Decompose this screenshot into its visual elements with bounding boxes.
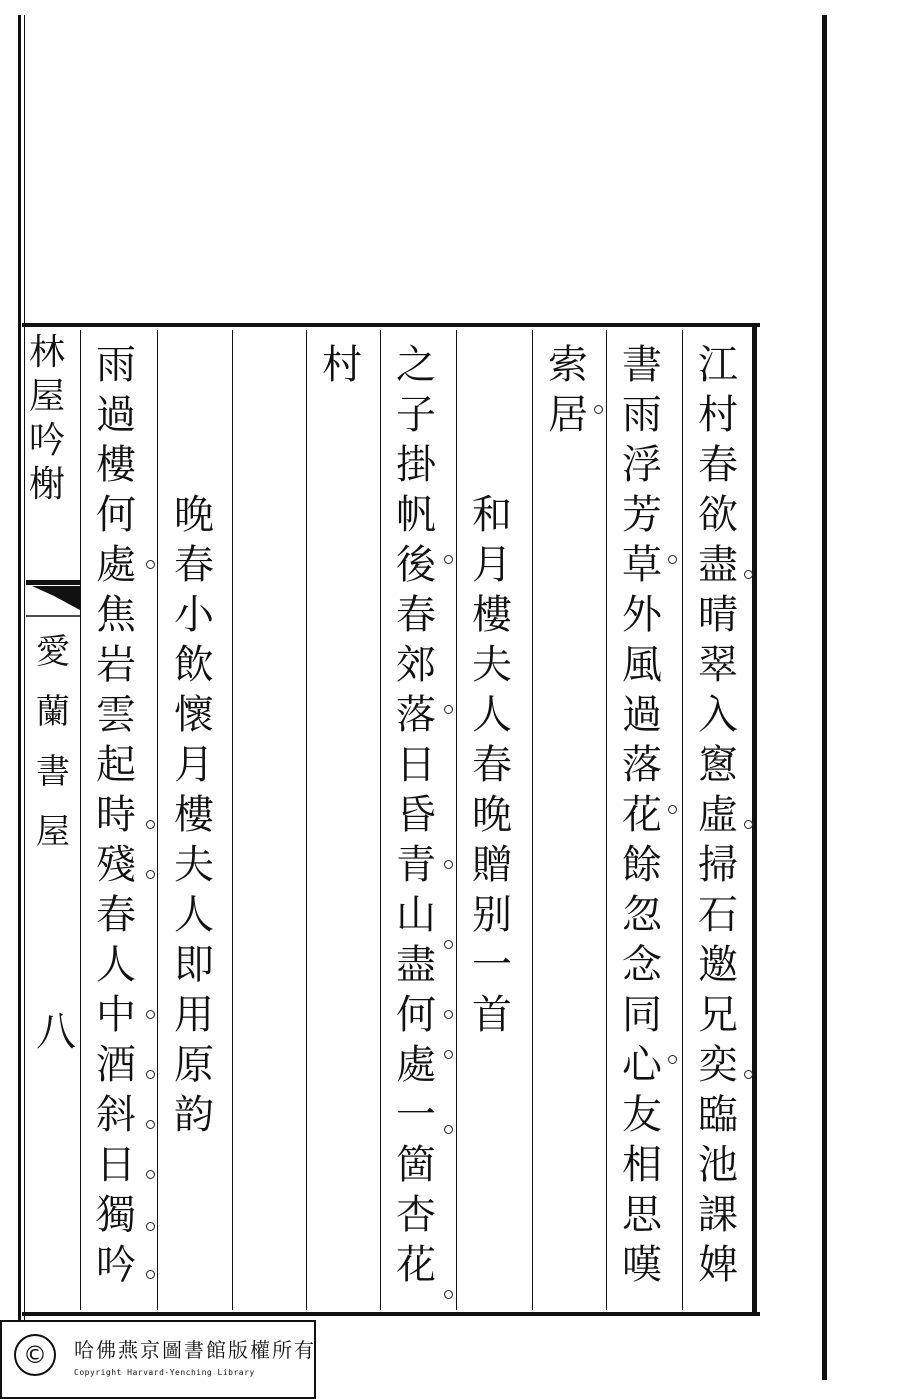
column-char: 餘 [622,842,662,888]
column-char: 居 [548,392,588,438]
column-char: 青 [396,842,436,888]
margin-studio-char: 愛 [36,632,70,672]
column-char: 芳 [622,492,662,538]
column-char: 思 [622,1192,662,1238]
column-char: 過 [622,692,662,738]
column-char: 邀 [698,942,738,988]
punctuation-circle [146,1170,155,1179]
column-char: 晴 [698,592,738,638]
column-char: 雨 [622,392,662,438]
column-char: 春 [472,742,512,788]
column-rule [380,330,381,1310]
margin-studio-char: 書 [36,752,70,792]
frame-bottom-border [22,1312,760,1316]
column-char: 日 [396,742,436,788]
column-char: 掃 [698,842,738,888]
column-char: 念 [622,942,662,988]
column-char: 欲 [698,492,738,538]
punctuation-circle [444,860,453,869]
text-column-4 [464,492,520,1045]
margin-studio-char: 屋 [36,812,70,852]
column-char: 書 [622,342,662,388]
column-char: 山 [396,892,436,938]
column-char: 起 [96,742,136,788]
column-char: 别 [472,892,512,938]
column-rule [606,330,607,1310]
punctuation-circle [444,555,453,564]
column-rule [306,330,307,1310]
frame-right-border [752,323,757,1315]
punctuation-circle [444,1050,453,1059]
column-char: 斜 [96,1092,136,1138]
punctuation-circle [444,940,453,949]
column-char: 吟 [96,1242,136,1288]
right-edge-line [822,15,827,1380]
column-char: 獨 [96,1192,136,1238]
column-char: 春 [396,592,436,638]
column-char: 花 [622,792,662,838]
column-char: 春 [698,442,738,488]
column-char: 何 [396,992,436,1038]
margin-studio-name [30,632,76,875]
column-char: 時 [96,792,136,838]
column-char: 晚 [174,492,214,538]
column-char: 草 [622,542,662,588]
column-char: 何 [96,492,136,538]
punctuation-circle [744,1070,753,1079]
column-char: 韵 [174,1092,214,1138]
column-char: 岩 [96,642,136,688]
punctuation-circle [594,405,603,414]
column-char: 外 [622,592,662,638]
text-column-5 [388,342,444,1295]
punctuation-circle [146,1070,155,1079]
margin-book-title [24,332,70,511]
column-char: 殘 [96,842,136,888]
punctuation-circle [444,1290,453,1299]
column-char: 贈 [472,842,512,888]
column-char: 月 [472,542,512,588]
column-char: 樓 [96,442,136,488]
punctuation-circle [146,1010,155,1019]
margin-title-char: 林 [28,332,65,373]
column-char: 帆 [396,492,436,538]
column-char: 後 [396,542,436,588]
punctuation-circle [444,705,453,714]
column-char: 心 [622,1042,662,1088]
column-char: 人 [96,942,136,988]
column-char: 村 [698,392,738,438]
punctuation-circle [744,820,753,829]
column-rule [157,330,158,1310]
column-rule [532,330,533,1310]
punctuation-circle [146,1270,155,1279]
margin-title-char: 吟 [28,420,65,461]
punctuation-circle [744,570,753,579]
punctuation-circle [146,820,155,829]
text-column-8 [88,342,144,1295]
column-char: 一 [472,942,512,988]
column-char: 人 [174,892,214,938]
column-char: 掛 [396,442,436,488]
column-char: 奕 [698,1042,738,1088]
column-char: 即 [174,942,214,988]
column-char: 箇 [396,1142,436,1188]
column-char: 虛 [698,792,738,838]
column-rule [682,330,683,1310]
column-char: 子 [396,392,436,438]
column-char: 友 [622,1092,662,1138]
text-column-6 [314,342,370,395]
margin-title-char: 屋 [28,376,65,417]
column-char: 和 [472,492,512,538]
column-char: 過 [96,392,136,438]
column-char: 首 [472,992,512,1038]
column-char: 兄 [698,992,738,1038]
column-char: 樓 [174,792,214,838]
column-char: 昏 [396,792,436,838]
left-inner-border [24,15,25,1320]
column-char: 盡 [698,542,738,588]
column-char: 臨 [698,1092,738,1138]
copyright-icon: © [14,1334,56,1376]
margin-title-char: 榭 [28,464,65,505]
column-char: 處 [96,542,136,588]
punctuation-circle [444,1125,453,1134]
punctuation-circle [146,870,155,879]
punctuation-circle [146,560,155,569]
punctuation-circle [146,1120,155,1129]
column-char: 雨 [96,342,136,388]
column-char: 飲 [174,642,214,688]
column-char: 江 [698,342,738,388]
copyright-stamp [0,1320,316,1399]
column-char: 嘆 [622,1242,662,1288]
column-char: 焦 [96,592,136,638]
column-char: 郊 [396,642,436,688]
text-column-2 [614,342,670,1295]
column-char: 月 [174,742,214,788]
column-char: 夫 [472,642,512,688]
column-char: 忽 [622,892,662,938]
column-rule [80,330,81,1310]
column-char: 窻 [698,742,738,788]
column-rule [456,330,457,1310]
page-number: 八 [36,1009,76,1055]
column-char: 池 [698,1142,738,1188]
column-char: 春 [174,542,214,588]
column-char: 課 [698,1192,738,1238]
column-char: 浮 [622,442,662,488]
column-char: 盡 [396,942,436,988]
column-char: 落 [622,742,662,788]
column-char: 樓 [472,592,512,638]
column-char: 風 [622,642,662,688]
column-char: 原 [174,1042,214,1088]
margin-studio-char: 蘭 [36,692,70,732]
column-char: 夫 [174,842,214,888]
fishtail-marker [26,580,80,622]
column-char: 中 [96,992,136,1038]
frame-top-border [22,323,760,327]
column-char: 處 [396,1042,436,1088]
punctuation-circle [668,555,677,564]
column-char: 人 [472,692,512,738]
column-char: 杏 [396,1192,436,1238]
column-char: 相 [622,1142,662,1188]
punctuation-circle [668,1055,677,1064]
punctuation-circle [146,1222,155,1231]
column-char: 同 [622,992,662,1038]
column-char: 婢 [698,1242,738,1288]
column-char: 翠 [698,642,738,688]
column-char: 一 [396,1092,436,1138]
punctuation-circle [444,1010,453,1019]
copyright-english: Copyright Harvard-Yenching Library [74,1368,255,1377]
column-char: 酒 [96,1042,136,1088]
column-char: 日 [96,1142,136,1188]
text-column-7 [166,492,222,1145]
left-outer-border [18,15,21,1320]
column-char: 用 [174,992,214,1038]
column-char: 入 [698,692,738,738]
text-column-3 [540,342,596,445]
column-char: 花 [396,1242,436,1288]
column-rule [232,330,233,1310]
column-char: 晚 [472,792,512,838]
column-char: 懷 [174,692,214,738]
column-char: 索 [548,342,588,388]
column-char: 村 [322,342,362,388]
column-char: 雲 [96,692,136,738]
text-column-1 [690,342,746,1295]
column-char: 之 [396,342,436,388]
punctuation-circle [668,805,677,814]
column-char: 春 [96,892,136,938]
column-char: 小 [174,592,214,638]
column-char: 石 [698,892,738,938]
column-char: 落 [396,692,436,738]
copyright-chinese: 哈佛燕京圖書館版權所有 [74,1338,316,1362]
